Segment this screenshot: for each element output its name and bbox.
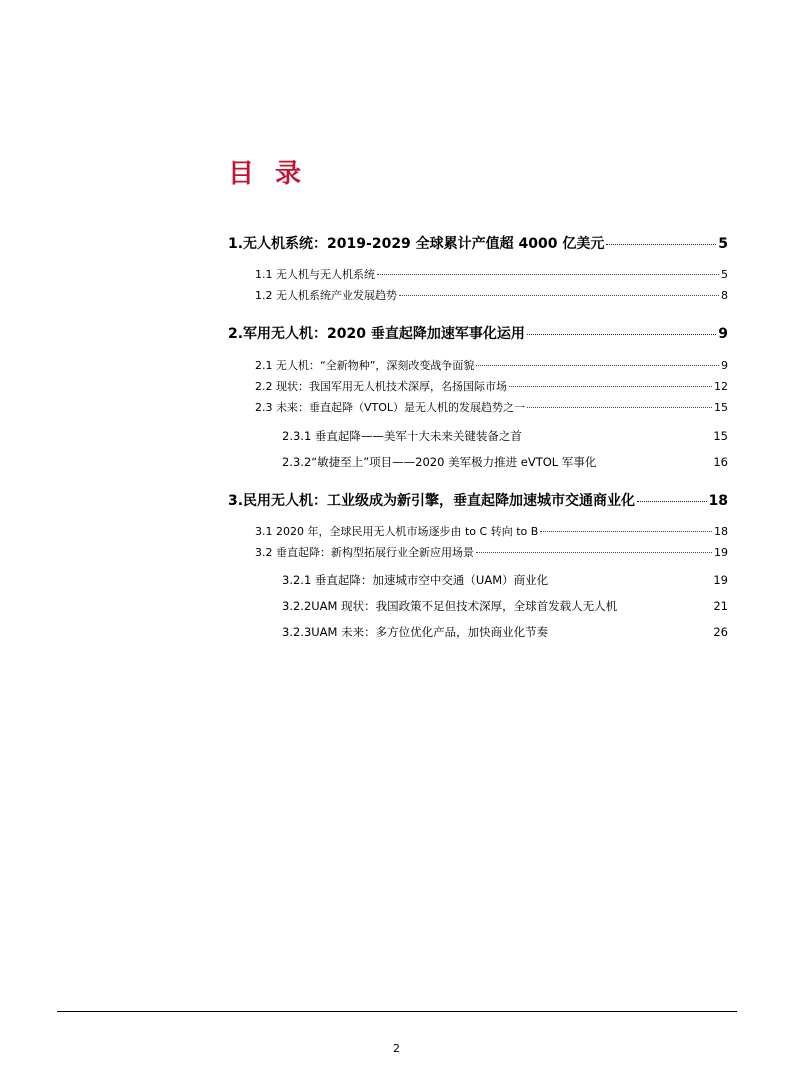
toc-entry-label: 3.2.2UAM 现状：我国政策不足但技术深厚，全球首发载人无人机 — [282, 599, 618, 613]
toc-entry-label: 3.1 2020 年，全球民用无人机市场逐步由 to C 转向 to B — [255, 525, 539, 538]
toc-entry-page: 21 — [713, 599, 728, 613]
toc-leader-dots — [540, 530, 712, 532]
toc-entry-label: 2.2 现状：我国军用无人机技术深厚，名扬国际市场 — [255, 380, 507, 393]
toc-entry-2-1[interactable] — [255, 357, 728, 373]
toc-entry-3-2-2[interactable] — [282, 598, 728, 614]
toc-entry-2-3[interactable] — [255, 399, 728, 415]
toc-entry-page: 15 — [714, 401, 728, 414]
toc-leader-dots — [509, 385, 712, 387]
toc-entry-label: 2.军用无人机：2020 垂直起降加速军事化运用 — [228, 326, 525, 342]
toc-leader-dots — [399, 294, 719, 296]
toc-entry-label: 1.1 无人机与无人机系统 — [255, 268, 375, 281]
toc-entry-page: 12 — [714, 380, 728, 393]
toc-entry-3[interactable] — [228, 490, 728, 510]
toc-entry-2[interactable] — [228, 323, 728, 343]
toc-entry-page: 15 — [713, 429, 728, 443]
toc-entry-label: 3.2.1 垂直起降：加速城市空中交通（UAM）商业化 — [282, 573, 549, 587]
toc-entry-2-3-1[interactable] — [282, 428, 728, 444]
toc-leader-dots — [527, 406, 712, 408]
toc-entry-page: 5 — [721, 268, 728, 281]
toc-entry-2-2[interactable] — [255, 378, 728, 394]
toc-entry-2-3-2[interactable] — [282, 454, 728, 470]
toc-entry-page: 9 — [721, 359, 728, 372]
toc-entry-page: 26 — [713, 625, 728, 639]
toc-entry-label: 3.2.3UAM 未来：多方位优化产品，加快商业化节奏 — [282, 625, 549, 639]
toc-entry-page: 18 — [714, 525, 728, 538]
toc-entry-page: 16 — [713, 455, 728, 469]
toc-entry-page: 5 — [718, 236, 728, 252]
toc-entry-page: 18 — [708, 493, 728, 509]
toc-leader-dots — [606, 243, 716, 245]
toc-entry-1-2[interactable] — [255, 287, 728, 303]
toc-leader-dots — [476, 364, 719, 366]
footer-divider — [57, 1011, 737, 1012]
toc-leader-dots — [377, 273, 719, 275]
toc-entry-label: 3.民用无人机：工业级成为新引擎，垂直起降加速城市交通商业化 — [228, 493, 636, 509]
toc-entry-label: 2.3.2“敏捷至上”项目——2020 美军极力推进 eVTOL 军事化 — [282, 455, 597, 469]
toc-entry-3-2-1[interactable] — [282, 572, 728, 588]
toc-entry-label: 2.3.1 垂直起降——美军十大未来关键装备之首 — [282, 429, 522, 443]
toc-entry-3-2[interactable] — [255, 544, 728, 560]
toc-entry-label: 3.2 垂直起降：新构型拓展行业全新应用场景 — [255, 546, 474, 559]
toc-title: 目 录 — [228, 159, 308, 189]
toc-entry-page: 8 — [721, 289, 728, 302]
toc-entry-3-2-3[interactable] — [282, 624, 728, 640]
toc-entry-1[interactable] — [228, 233, 728, 253]
toc-entry-label: 2.1 无人机：“全新物种”，深刻改变战争面貌 — [255, 359, 475, 372]
toc-leader-dots — [637, 500, 706, 502]
toc-entry-label: 2.3 未来：垂直起降（VTOL）是无人机的发展趋势之一 — [255, 401, 526, 414]
toc-entry-3-1[interactable] — [255, 523, 728, 539]
toc-leader-dots — [527, 333, 716, 335]
page-number: 2 — [393, 1042, 400, 1055]
toc-entry-page: 9 — [718, 326, 728, 342]
toc-leader-dots — [476, 551, 712, 553]
toc-entry-1-1[interactable] — [255, 266, 728, 282]
toc-entry-page: 19 — [713, 573, 728, 587]
toc-entry-label: 1.无人机系统：2019-2029 全球累计产值超 4000 亿美元 — [228, 236, 605, 252]
toc-entry-page: 19 — [714, 546, 728, 559]
toc-entry-label: 1.2 无人机系统产业发展趋势 — [255, 289, 397, 302]
